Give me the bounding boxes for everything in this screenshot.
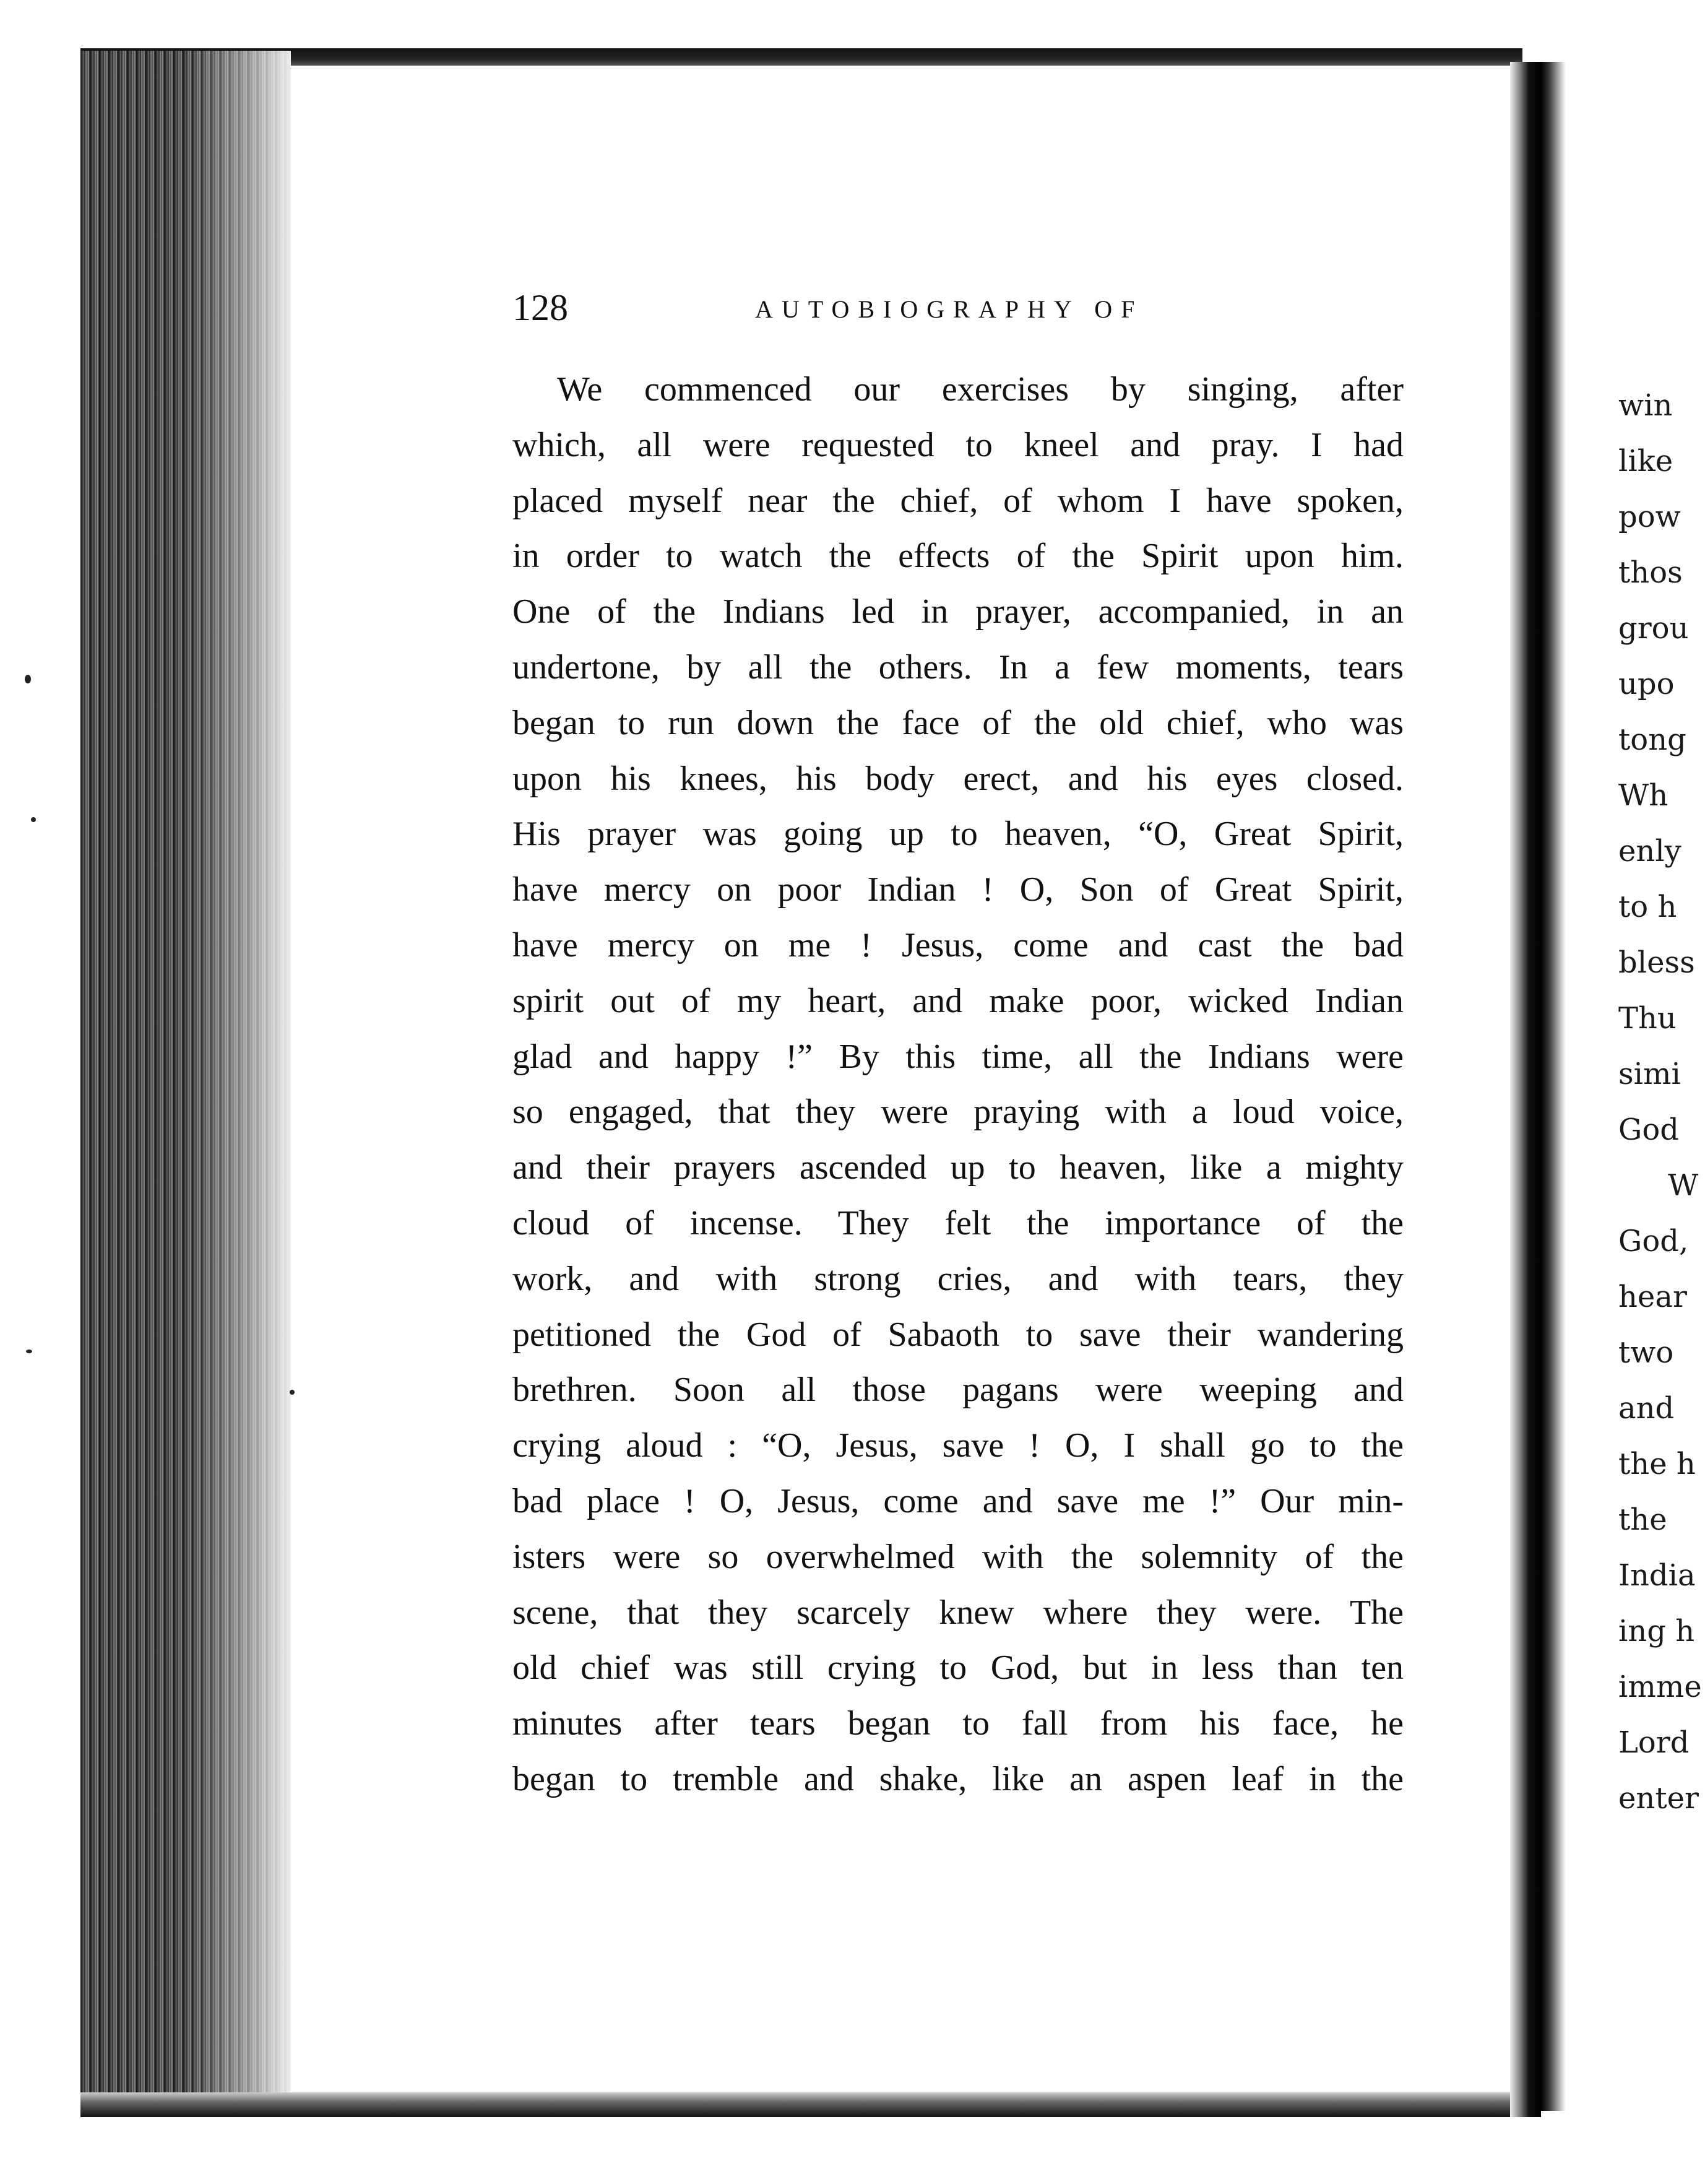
text-line: undertone, by all the others. In a few moments, tears: [512, 648, 1404, 687]
facing-page-fragment: Lord: [1618, 1725, 1690, 1760]
facing-page-fragment: ing h: [1618, 1614, 1695, 1649]
scan-speck: [25, 675, 31, 683]
facing-page-fragment: tong: [1618, 722, 1686, 757]
page-header: [512, 286, 1404, 329]
facing-page-text: [1618, 378, 1705, 1826]
scanner-top-edge: [80, 48, 1522, 66]
facing-page-fragment: enter: [1618, 1781, 1699, 1816]
page-edge-shading: [186, 51, 291, 2106]
facing-page-fragment: and: [1618, 1391, 1675, 1426]
text-line: scene, that they scarcely knew where they were. The: [512, 1593, 1404, 1632]
text-line: which, all were requested to kneel and pray. I had: [512, 425, 1404, 464]
text-line: work, and with strong cries, and with tears, they: [512, 1259, 1404, 1298]
scan-speck: [26, 1350, 32, 1353]
facing-page-fragment: enly: [1618, 834, 1681, 869]
text-line: crying aloud : “O, Jesus, save ! O, I shall go to the: [512, 1426, 1404, 1465]
facing-page-fragment: India: [1618, 1558, 1696, 1593]
text-line: His prayer was going up to heaven, “O, Great Spirit,: [512, 815, 1404, 854]
text-line: so engaged, that they were praying with a loud voice,: [512, 1093, 1404, 1132]
facing-page-fragment: upo: [1618, 667, 1675, 701]
scan-speck: [290, 1390, 295, 1395]
book-gutter: [1510, 62, 1541, 2117]
facing-page-fragment: simi: [1618, 1057, 1681, 1091]
book-bottom-edge: [80, 2092, 1522, 2117]
text-line: We commenced our exercises by singing, after: [557, 370, 1404, 409]
text-line: began to tremble and shake, like an aspen leaf in the: [512, 1759, 1404, 1798]
facing-page-fragment: bless: [1618, 945, 1695, 980]
facing-page-fragment: two: [1618, 1335, 1674, 1370]
text-line: One of the Indians led in prayer, accompanied, in an: [512, 592, 1404, 631]
facing-page-fragment: win: [1618, 388, 1673, 423]
facing-page-fragment: God: [1618, 1112, 1679, 1147]
text-line: in order to watch the effects of the Spirit upon him.: [512, 537, 1404, 576]
text-line: bad place ! O, Jesus, come and save me !” Our min-: [512, 1481, 1404, 1520]
text-line: petitioned the God of Sabaoth to save their wandering: [512, 1315, 1404, 1354]
text-line: isters were so overwhelmed with the solemnity of the: [512, 1537, 1404, 1576]
facing-page-fragment: like: [1618, 444, 1673, 479]
page-body-text: [512, 362, 1404, 1808]
facing-page-fragment: grou: [1618, 611, 1689, 646]
facing-page-fragment: to h: [1618, 890, 1677, 924]
facing-page-fragment: W: [1668, 1168, 1699, 1203]
text-line: have mercy on me ! Jesus, come and cast the bad: [512, 925, 1404, 964]
facing-page-fragment: Wh: [1618, 778, 1668, 813]
facing-page-fragment: the h: [1618, 1447, 1696, 1481]
text-line: minutes after tears began to fall from his face, he: [512, 1704, 1404, 1743]
text-line: spirit out of my heart, and make poor, wicked Indian: [512, 981, 1404, 1020]
facing-page-fragment: pow: [1618, 500, 1681, 534]
facing-page-fragment: Thu: [1618, 1001, 1677, 1036]
text-line: glad and happy !” By this time, all the Indians were: [512, 1037, 1404, 1076]
text-line: have mercy on poor Indian ! O, Son of Great Spirit,: [512, 870, 1404, 909]
facing-page-fragment: imme: [1618, 1670, 1702, 1704]
facing-page-shadow: [1541, 62, 1566, 2111]
page-number: 128: [512, 287, 568, 328]
text-line: placed myself near the chief, of whom I have spoken,: [512, 481, 1404, 520]
facing-page-fragment: hear: [1618, 1280, 1687, 1314]
text-line: brethren. Soon all those pagans were weeping and: [512, 1371, 1404, 1410]
text-line: upon his knees, his body erect, and his eyes closed.: [512, 759, 1404, 798]
text-line: and their prayers ascended up to heaven, like a mighty: [512, 1148, 1404, 1187]
scan-speck: [31, 817, 36, 822]
text-line: began to run down the face of the old chief, who was: [512, 703, 1404, 742]
facing-page-fragment: thos: [1618, 555, 1683, 590]
facing-page-fragment: God,: [1618, 1224, 1689, 1259]
text-line: cloud of incense. They felt the importance of the: [512, 1203, 1404, 1242]
text-line: old chief was still crying to God, but in less than ten: [512, 1649, 1404, 1688]
facing-page-fragment: the: [1618, 1502, 1667, 1537]
running-head: AUTOBIOGRAPHY OF: [755, 295, 1144, 323]
